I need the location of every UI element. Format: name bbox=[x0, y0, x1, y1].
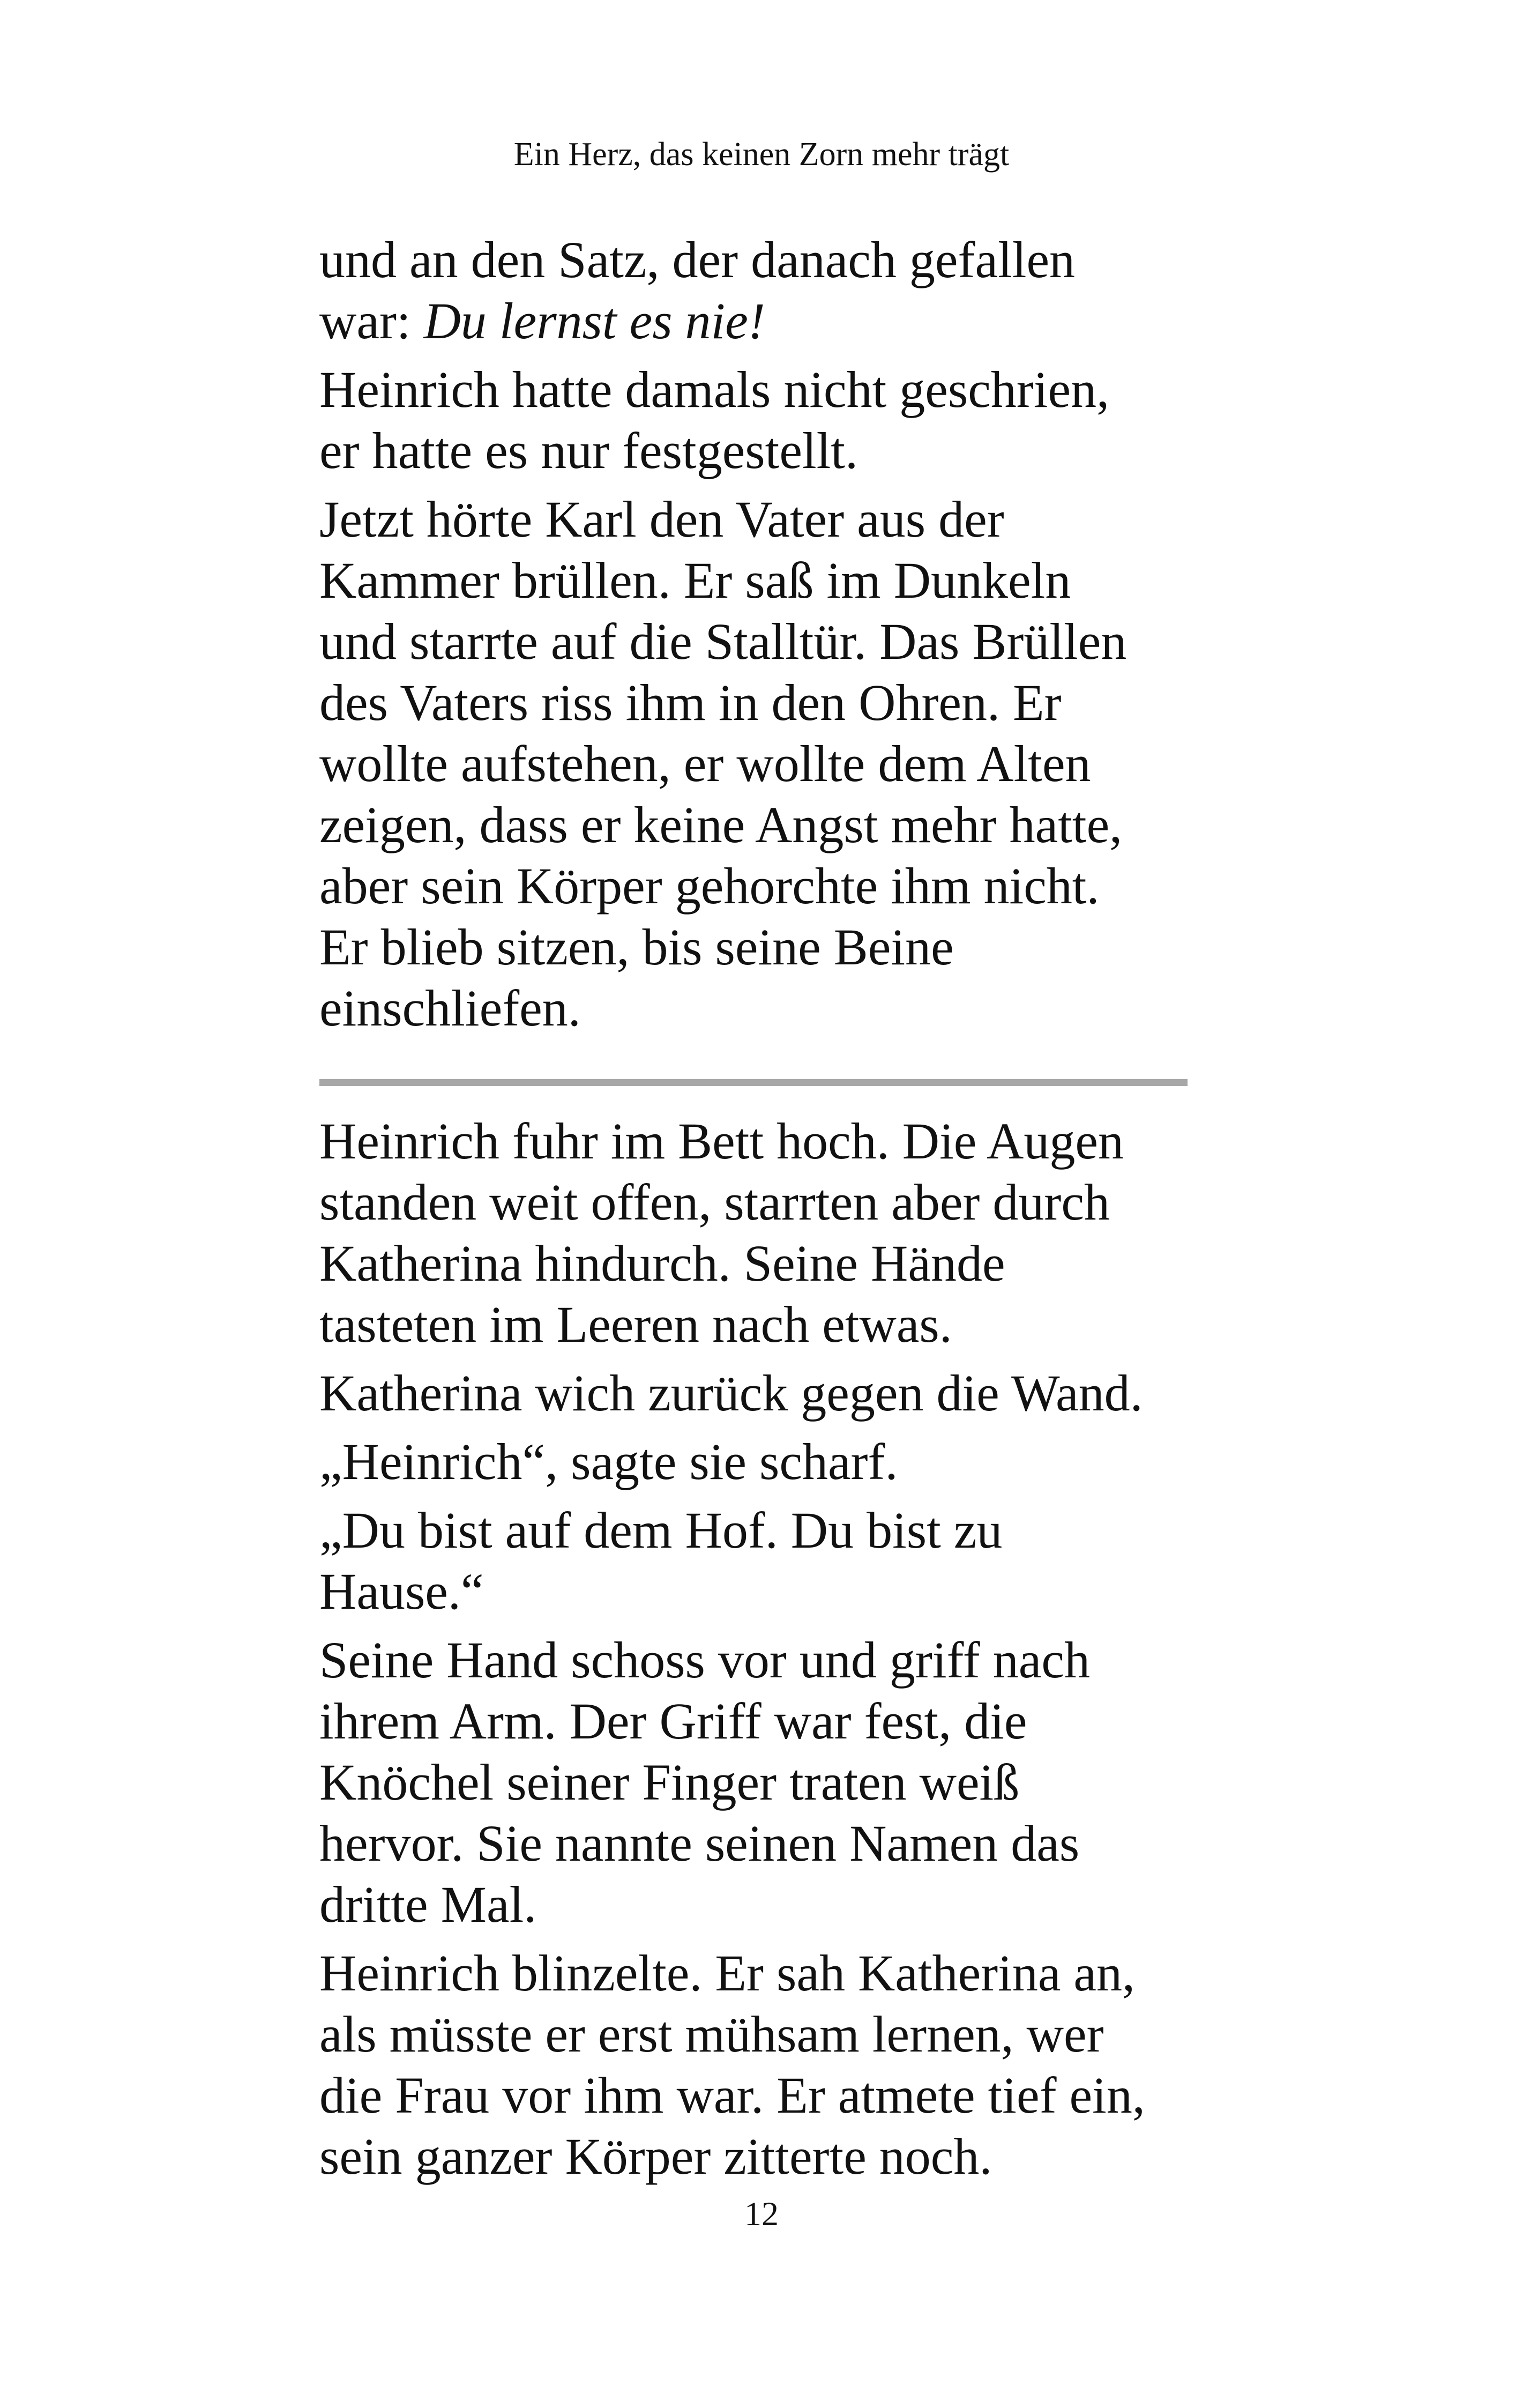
text-line: dritte Mal. bbox=[319, 1876, 537, 1933]
paragraph bbox=[319, 359, 1198, 481]
text-line: einschliefen. bbox=[319, 979, 581, 1037]
text-line: die Frau vor ihm war. Er atmete tief ein, bbox=[319, 2067, 1145, 2124]
scene-break-rule bbox=[319, 1079, 1188, 1086]
text-line: Katherina wich zurück gegen die Wand. bbox=[319, 1364, 1143, 1422]
running-head: Ein Herz, das keinen Zorn mehr trägt bbox=[513, 136, 1010, 173]
text-line: Seine Hand schoss vor und griff nach bbox=[319, 1631, 1090, 1689]
text-line: Kammer brüllen. Er saß im Dunkeln bbox=[319, 552, 1071, 609]
text-line: Hause.“ bbox=[319, 1563, 484, 1620]
text-line: aber sein Körper gehorchte ihm nicht. bbox=[319, 857, 1100, 915]
text-line-mixed bbox=[319, 291, 1198, 352]
page-number: 12 bbox=[744, 2195, 779, 2233]
text-line: als müsste er erst mühsam lernen, wer bbox=[319, 2005, 1104, 2063]
text-line: zeigen, dass er keine Angst mehr hatte, bbox=[319, 796, 1123, 853]
text-line: wollte aufstehen, er wollte dem Alten bbox=[319, 735, 1091, 792]
paragraph bbox=[319, 1431, 1198, 1492]
text-line: und an den Satz, der danach gefallen bbox=[319, 231, 1076, 288]
paragraph bbox=[319, 1363, 1198, 1424]
text-line: „Du bist auf dem Hof. Du bist zu bbox=[319, 1502, 1003, 1559]
text-line: Heinrich fuhr im Bett hoch. Die Augen bbox=[319, 1112, 1124, 1170]
italic-quote: Du lernst es nie! bbox=[423, 292, 765, 350]
text-line: Heinrich hatte damals nicht geschrien, bbox=[319, 361, 1110, 418]
text-section-2 bbox=[319, 1111, 1198, 2195]
text-line: ihrem Arm. Der Griff war fest, die bbox=[319, 1692, 1027, 1750]
text-line: Er blieb sitzen, bis seine Beine bbox=[319, 918, 954, 976]
text-line: tasteten im Leeren nach etwas. bbox=[319, 1296, 952, 1353]
paragraph bbox=[319, 1943, 1198, 2187]
paragraph bbox=[319, 1500, 1198, 1622]
text-line: des Vaters riss ihm in den Ohren. Er bbox=[319, 674, 1062, 731]
paragraph bbox=[319, 489, 1198, 1039]
text-line: Katherina hindurch. Seine Hände bbox=[319, 1235, 1005, 1292]
text-line: Knöchel seiner Finger traten weiß bbox=[319, 1753, 1020, 1811]
text-line: Heinrich blinzelte. Er sah Katherina an, bbox=[319, 1944, 1136, 2002]
paragraph bbox=[319, 229, 1198, 352]
text-section-1 bbox=[319, 229, 1198, 1046]
text-line: sein ganzer Körper zitterte noch. bbox=[319, 2128, 992, 2185]
text-line: standen weit offen, starrten aber durch bbox=[319, 1173, 1110, 1231]
text-line: „Heinrich“, sagte sie scharf. bbox=[319, 1433, 898, 1490]
text-line: hervor. Sie nannte seinen Namen das bbox=[319, 1815, 1080, 1872]
paragraph bbox=[319, 1111, 1198, 1355]
paragraph bbox=[319, 1630, 1198, 1935]
text-line: er hatte es nur festgestellt. bbox=[319, 422, 858, 479]
text-fragment: war: bbox=[319, 292, 424, 350]
text-line: Jetzt hörte Karl den Vater aus der bbox=[319, 490, 1004, 548]
text-line: und starrte auf die Stalltür. Das Brüllen bbox=[319, 613, 1127, 670]
